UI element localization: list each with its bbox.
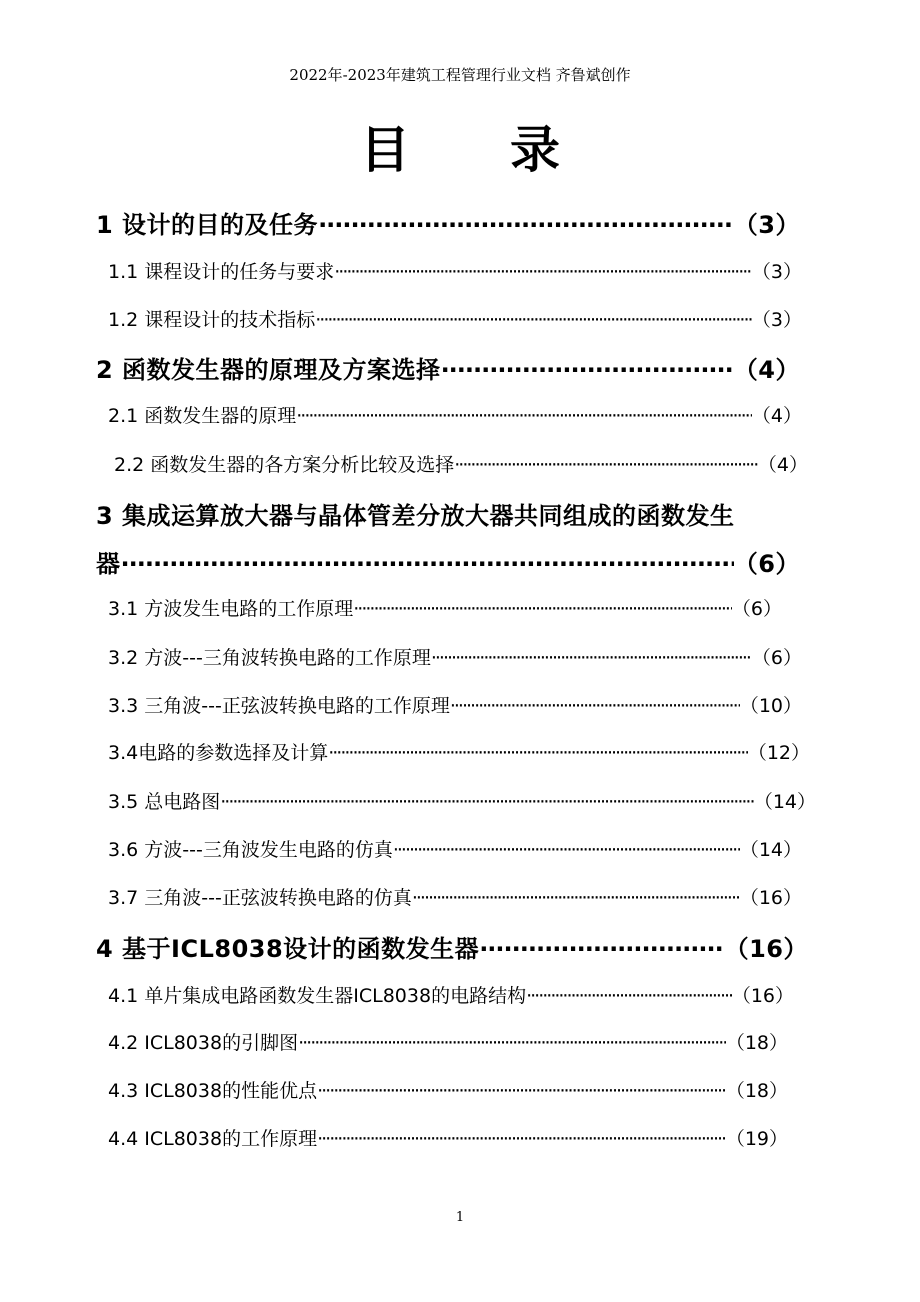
toc-entry-4-1[interactable] — [108, 981, 794, 1008]
toc-entry-page: （6） — [751, 647, 802, 669]
toc-entry-title: 4 基于ICL8038设计的函数发生器 — [96, 935, 480, 963]
toc-entry-3-7[interactable] — [108, 883, 802, 910]
toc-entry-3-6[interactable] — [108, 835, 802, 862]
toc-entry-1-2[interactable] — [108, 305, 802, 332]
toc-entry-2-1[interactable] — [108, 401, 802, 428]
toc-dot-leader — [315, 309, 752, 331]
title-char-2: 录 — [510, 121, 560, 179]
toc-entry-title: 2.2 函数发生器的各方案分析比较及选择 — [114, 454, 455, 476]
toc-entry-page: （6） — [731, 598, 782, 620]
toc-entry-page: （3） — [751, 309, 802, 331]
toc-dot-leader — [334, 261, 752, 283]
toc-entry-title: 3.3 三角波---正弦波转换电路的工作原理 — [108, 695, 450, 717]
toc-entry-title: 4.4 ICL8038的工作原理 — [108, 1128, 318, 1150]
toc-entry-page: （3） — [751, 261, 802, 283]
toc-entry-4[interactable] — [96, 929, 808, 964]
toc-entry-1-1[interactable] — [108, 257, 802, 284]
toc-entry-title: 3.2 方波---三角波转换电路的工作原理 — [108, 647, 431, 669]
toc-entry-3-3[interactable] — [108, 691, 802, 718]
page-header: 2022年-2023年建筑工程管理行业文档 齐鲁斌创作 — [289, 66, 631, 84]
page-number: 1 — [455, 1210, 465, 1225]
toc-entry-page: （16） — [724, 935, 808, 963]
toc-dot-leader — [298, 1032, 726, 1054]
toc-entry-3-4[interactable] — [108, 738, 810, 765]
toc-dot-leader — [431, 647, 752, 669]
toc-entry-page: （18） — [725, 1032, 788, 1054]
toc-entry-3-2[interactable] — [108, 643, 802, 670]
toc-entry-page: （4） — [751, 405, 802, 427]
toc-entry-title: 3.7 三角波---正弦波转换电路的仿真 — [108, 887, 412, 909]
toc-dot-leader — [353, 598, 732, 620]
toc-entry-title: 2 函数发生器的原理及方案选择 — [96, 356, 441, 384]
toc-entry-title: 4.3 ICL8038的性能优点 — [108, 1080, 318, 1102]
toc-entry-4-3[interactable] — [108, 1076, 788, 1103]
toc-entry-3-1[interactable] — [108, 594, 782, 621]
toc-entry-page: （12） — [747, 742, 810, 764]
toc-entry-3-5[interactable] — [108, 787, 816, 814]
toc-dot-leader — [296, 405, 752, 427]
toc-entry-2[interactable] — [96, 350, 800, 385]
toc-entry-title: 1.2 课程设计的技术指标 — [108, 309, 316, 331]
toc-entry-page: （10） — [739, 695, 802, 717]
toc-dot-leader — [450, 695, 740, 717]
toc-entry-page: （16） — [731, 985, 794, 1007]
toc-dot-leader — [526, 985, 732, 1007]
toc-entry-title: 1 设计的目的及任务 — [96, 211, 319, 239]
toc-entry-title: 3.1 方波发生电路的工作原理 — [108, 598, 354, 620]
toc-entry-page: （19） — [725, 1128, 788, 1150]
toc-dot-leader — [454, 454, 758, 476]
toc-dot-leader — [220, 791, 754, 813]
toc-entry-title-cont: 器 — [96, 550, 121, 578]
toc-entry-4-2[interactable] — [108, 1028, 788, 1055]
toc-entry-page: （14） — [739, 839, 802, 861]
toc-entry-title: 3.5 总电路图 — [108, 791, 221, 813]
toc-entry-3[interactable] — [96, 544, 800, 579]
toc-entry-3-line1[interactable]: 3 集成运算放大器与晶体管差分放大器共同组成的函数发生 — [96, 502, 735, 530]
toc-entry-title: 1.1 课程设计的任务与要求 — [108, 261, 335, 283]
toc-entry-1[interactable] — [96, 205, 800, 240]
toc-entry-page: （4） — [757, 454, 808, 476]
toc-dot-leader — [412, 887, 740, 909]
toc-dot-leader — [479, 935, 724, 963]
toc-entry-page: （3） — [733, 211, 800, 239]
toc-entry-page: （16） — [739, 887, 802, 909]
toc-entry-4-4[interactable] — [108, 1124, 788, 1151]
toc-entry-2-2[interactable] — [114, 450, 808, 477]
toc-dot-leader — [393, 839, 740, 861]
toc-dot-leader — [328, 742, 748, 764]
page-title — [0, 112, 920, 188]
toc-dot-leader — [317, 1080, 726, 1102]
toc-dot-leader — [441, 356, 734, 384]
toc-entry-title: 2.1 函数发生器的原理 — [108, 405, 297, 427]
toc-entry-page: （6） — [733, 550, 800, 578]
toc-entry-title: 4.2 ICL8038的引脚图 — [108, 1032, 299, 1054]
toc-dot-leader — [318, 211, 734, 239]
toc-entry-title: 4.1 单片集成电路函数发生器ICL8038的电路结构 — [108, 985, 527, 1007]
toc-dot-leader — [317, 1128, 726, 1150]
toc-dot-leader — [121, 550, 734, 578]
toc-entry-page: （14） — [753, 791, 816, 813]
toc-entry-page: （18） — [725, 1080, 788, 1102]
title-char-1: 目 — [360, 121, 410, 179]
toc-entry-title: 3.4电路的参数选择及计算 — [108, 742, 329, 764]
toc-entry-page: （4） — [733, 356, 800, 384]
toc-entry-title: 3.6 方波---三角波发生电路的仿真 — [108, 839, 393, 861]
